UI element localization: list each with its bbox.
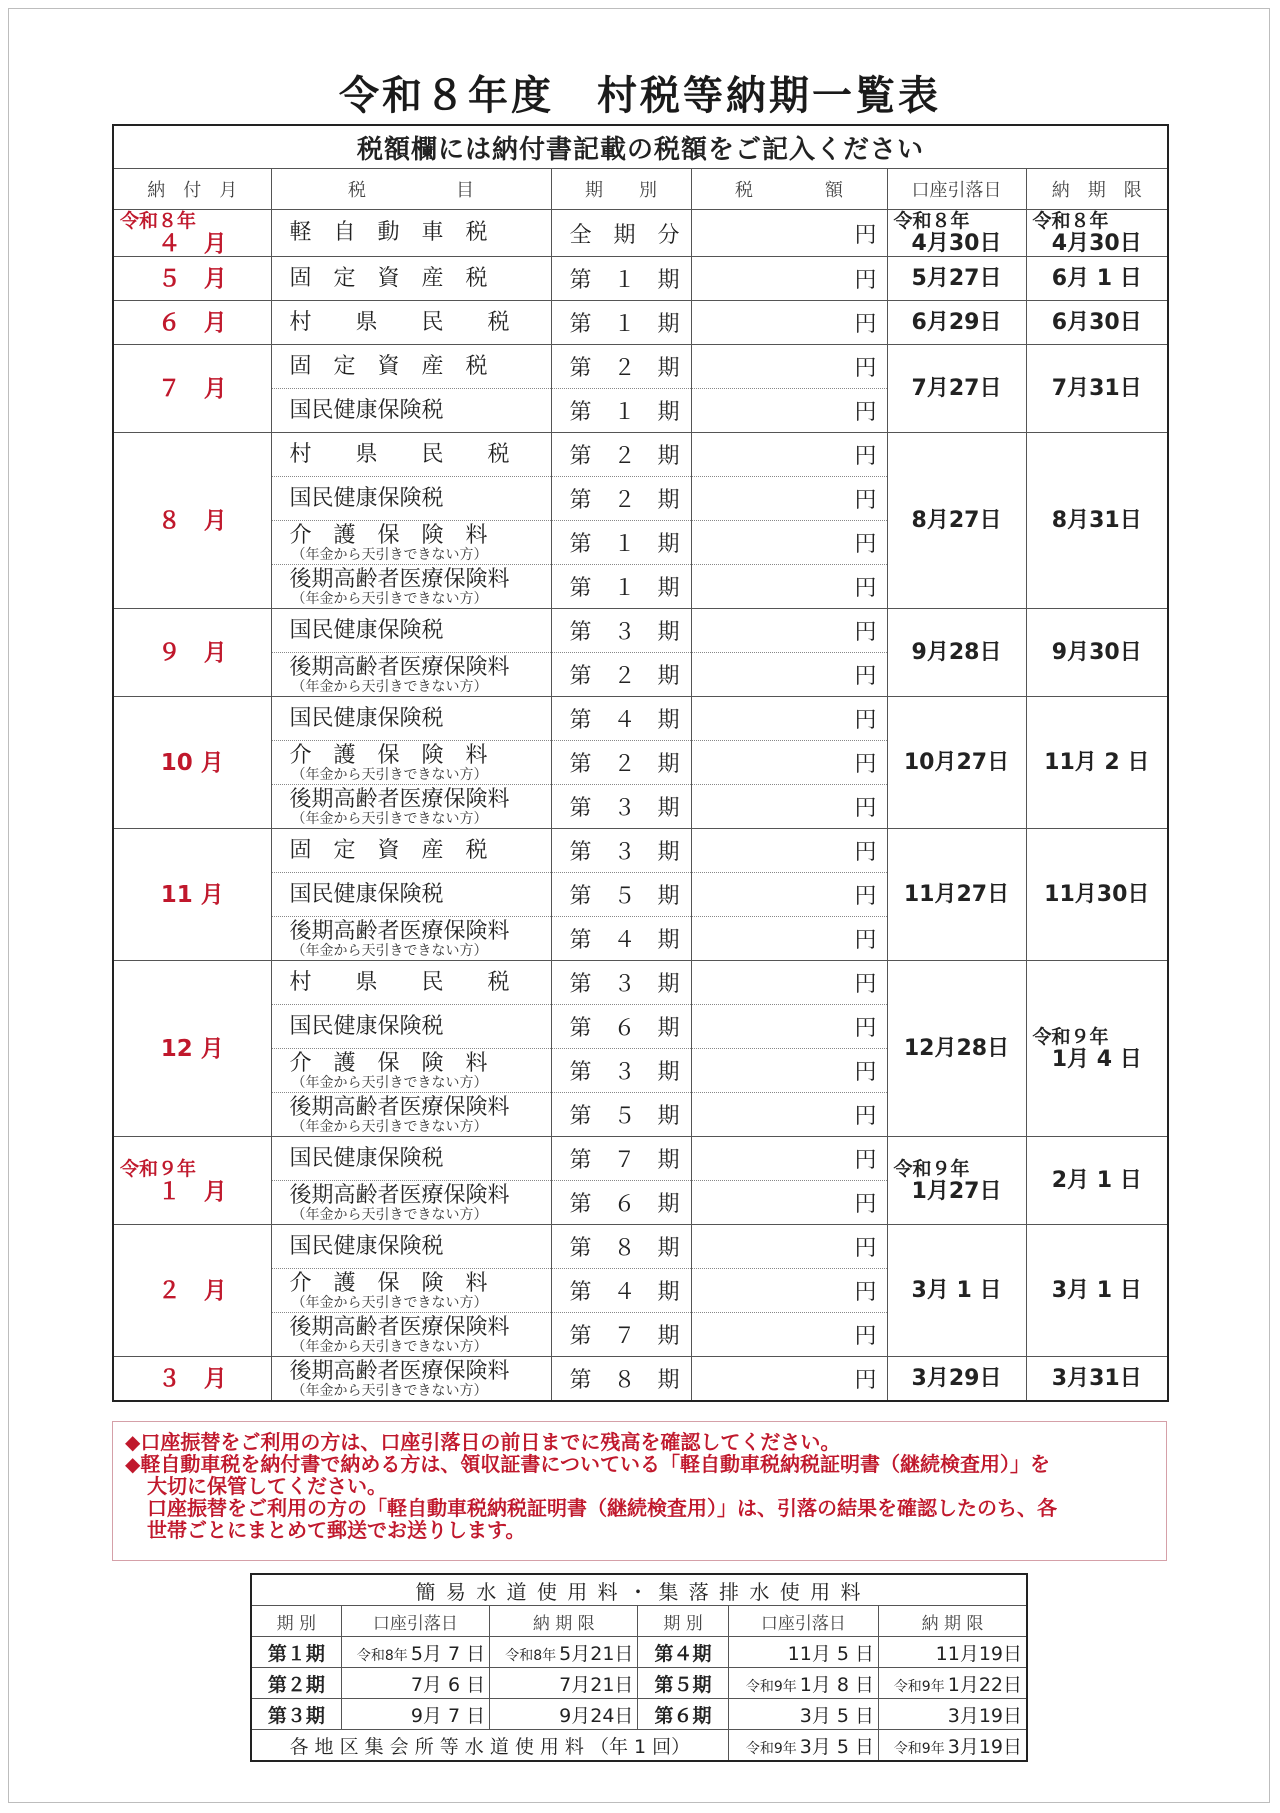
period-cell: 第 １ 期 [551,389,691,433]
period-cell: 第 ５ 期 [551,873,691,917]
water-withdraw [341,1637,489,1668]
month-cell [113,1137,271,1225]
water-period: 第６期 [638,1699,728,1730]
withdraw-date: 7月27日 [911,375,1002,401]
note-text: 口座振替をご利用の方の「軽自動車税納税証明書（継続検査用）」は、引落の結果を確認したのち、各 [147,1496,1057,1520]
withdraw-date-cell [887,257,1026,301]
month-label: 10 月 [160,749,224,776]
tax-item-cell [271,477,551,521]
amount-yen: 円 [691,1225,887,1269]
tax-note: （年金から天引きできない方） [291,1118,488,1135]
withdraw-date-cell [887,829,1026,961]
month-cell [113,1225,271,1357]
water-withdraw [728,1699,878,1730]
deadline-date: 2月 1 日 [1051,1167,1142,1193]
header-withdraw-date: 口座引落日 [887,169,1026,210]
water-footer-row [251,1730,1027,1762]
deadline-cell [1026,433,1168,609]
water-deadline [879,1637,1027,1668]
table-row [113,301,1168,345]
water-title: 簡 易 水 道 使 用 料 ・ 集 落 排 水 使 用 料 [251,1574,1027,1606]
withdraw-date-cell [887,301,1026,345]
table-row [113,697,1168,741]
withdraw-date: 9月28日 [911,639,1002,665]
deadline-date: 3月 1 日 [1051,1277,1142,1303]
tax-item-cell [271,1313,551,1357]
amount-yen: 円 [691,1137,887,1181]
tax-name: 村 県 民 税 [289,969,510,995]
withdraw-date-cell [887,609,1026,697]
deadline-date: 3月31日 [1051,1365,1142,1391]
tax-item-cell [271,301,551,345]
tax-name: 村 県 民 税 [289,441,510,467]
note-line [125,1519,1156,1541]
deadline-cell [1026,301,1168,345]
note-text: 大切に保管してください。 [147,1474,387,1498]
tax-name: 後期高齢者医療保険料 [289,1314,510,1340]
period-cell: 第 １ 期 [551,301,691,345]
deadline-cell [1026,697,1168,829]
withdraw-date: 3月29日 [911,1365,1002,1391]
deadline-date: 9月30日 [1051,639,1142,665]
water-withdraw-value: 9月 7 日 [410,1704,486,1727]
water-footer-deadline-era: 令和9年 [893,1740,945,1757]
tax-name: 国民健康保険税 [289,1145,444,1171]
water-footer-deadline-value: 3月19日 [947,1735,1022,1758]
amount-yen: 円 [691,345,887,389]
tax-item-cell [271,521,551,565]
month-label: ６ 月 [157,309,227,336]
table-row [113,609,1168,653]
withdraw-date-cell [887,697,1026,829]
note-line [125,1497,1156,1519]
deadline-date: 11月 2 日 [1044,749,1150,775]
withdraw-date-cell [887,1357,1026,1402]
note-text: 世帯ごとにまとめて郵送でお送りします。 [147,1518,526,1542]
tax-name: 後期高齢者医療保険料 [289,654,510,680]
month-cell [113,301,271,345]
amount-yen: 円 [691,1049,887,1093]
month-label: ９ 月 [157,639,227,666]
tax-item-cell [271,1181,551,1225]
period-cell: 第 ３ 期 [551,785,691,829]
note-line [125,1475,1156,1497]
period-cell: 第 ７ 期 [551,1137,691,1181]
deadline-cell [1026,1137,1168,1225]
note-line [125,1431,1156,1453]
table-row [113,1357,1168,1402]
tax-note: （年金から天引きできない方） [291,546,488,563]
tax-name: 国民健康保険税 [289,1013,444,1039]
amount-yen: 円 [691,1313,887,1357]
period-cell: 第 ３ 期 [551,1049,691,1093]
amount-yen: 円 [691,697,887,741]
deadline-date: 7月31日 [1051,375,1142,401]
tax-name: 後期高齢者医療保険料 [289,918,510,944]
water-withdraw [728,1637,878,1668]
withdraw-date: 11月27日 [903,881,1010,907]
water-withdraw [341,1699,489,1730]
amount-yen: 円 [691,389,887,433]
tax-item-cell [271,1005,551,1049]
withdraw-date-cell [887,210,1026,257]
tax-item-cell [271,697,551,741]
period-cell: 第 ２ 期 [551,433,691,477]
tax-item-cell [271,653,551,697]
tax-item-cell [271,345,551,389]
tax-item-cell [271,389,551,433]
tax-note: （年金から天引きできない方） [291,1338,488,1355]
month-era: 令和８年 [120,210,197,232]
tax-item-cell [271,565,551,609]
tax-item-cell [271,433,551,477]
tax-note: （年金から天引きできない方） [291,810,488,827]
tax-item-cell [271,210,551,257]
tax-note: （年金から天引きできない方） [291,1206,488,1223]
deadline-cell [1026,609,1168,697]
tax-name: 介 護 保 険 料 [289,1050,488,1076]
period-cell: 第 ２ 期 [551,741,691,785]
water-deadline-value: 11月19日 [935,1642,1022,1665]
tax-name: 後期高齢者医療保険料 [289,786,510,812]
amount-yen: 円 [691,433,887,477]
month-cell [113,345,271,433]
note-text: ◆軽自動車税を納付書で納める方は、領収証書についている「軽自動車税納税証明書（継続検査用）」を [125,1452,1050,1476]
water-withdraw [341,1668,489,1699]
water-footer-withdraw [728,1730,878,1762]
month-cell [113,433,271,609]
withdraw-date: 6月29日 [911,309,1002,335]
water-deadline-value: 1月22日 [947,1673,1022,1696]
tax-schedule-table [112,124,1169,1402]
notes-box [112,1421,1167,1561]
deadline-cell [1026,257,1168,301]
deadline-cell [1026,1225,1168,1357]
tax-name: 介 護 保 険 料 [289,522,488,548]
table-row [113,257,1168,301]
month-cell [113,961,271,1137]
deadline-date: 1月 4 日 [1051,1046,1142,1072]
tax-name: 国民健康保険税 [289,617,444,643]
deadline-date: 8月31日 [1051,507,1142,533]
water-header-deadline: 納 期 限 [879,1606,1027,1637]
table-caption: 税額欄には納付書記載の税額をご記入ください [113,125,1168,169]
water-footer-withdraw-era: 令和9年 [745,1740,797,1757]
period-cell: 第 ２ 期 [551,653,691,697]
tax-item-cell [271,1049,551,1093]
table-row [113,1225,1168,1269]
tax-name: 介 護 保 険 料 [289,742,488,768]
amount-yen: 円 [691,1269,887,1313]
month-label: 11 月 [160,881,224,908]
water-row [251,1637,1027,1668]
water-footer-deadline [879,1730,1027,1762]
amount-yen: 円 [691,653,887,697]
deadline-cell [1026,961,1168,1137]
period-cell: 第 ３ 期 [551,829,691,873]
month-label: ４ 月 [157,231,227,257]
month-era: 令和９年 [120,1157,197,1180]
tax-name: 後期高齢者医療保険料 [289,1094,510,1120]
tax-item-cell [271,785,551,829]
water-period: 第４期 [638,1637,728,1668]
water-withdraw-value: 3月 5 日 [799,1704,875,1727]
water-period: 第１期 [251,1637,341,1668]
tax-name: 介 護 保 険 料 [289,1270,488,1296]
month-label: ３ 月 [157,1365,227,1392]
tax-item-cell [271,257,551,301]
water-period: 第５期 [638,1668,728,1699]
tax-note: （年金から天引きできない方） [291,942,488,959]
period-cell: 第 １ 期 [551,521,691,565]
deadline-date: 6月 1 日 [1051,265,1142,291]
withdraw-era: 令和８年 [893,210,970,232]
month-cell [113,210,271,257]
withdraw-date-cell [887,345,1026,433]
water-deadline [490,1637,638,1668]
water-withdraw-era: 令和9年 [745,1678,797,1695]
withdraw-date-cell [887,961,1026,1137]
tax-item-cell [271,741,551,785]
deadline-date: 6月30日 [1051,309,1142,335]
month-label: ７ 月 [157,375,227,402]
tax-item-cell [271,609,551,653]
period-cell: 第 ２ 期 [551,477,691,521]
period-cell: 第 ８ 期 [551,1357,691,1402]
water-period: 第２期 [251,1668,341,1699]
water-period: 第３期 [251,1699,341,1730]
header-tax-item: 税 目 [271,169,551,210]
period-cell: 第 ３ 期 [551,961,691,1005]
water-deadline [490,1668,638,1699]
tax-item-cell [271,873,551,917]
amount-yen: 円 [691,785,887,829]
deadline-era: 令和９年 [1032,1025,1109,1048]
tax-name: 後期高齢者医療保険料 [289,566,510,592]
month-label: １ 月 [157,1178,227,1205]
deadline-date: 11月30日 [1044,881,1150,907]
tax-note: （年金から天引きできない方） [291,1294,488,1311]
withdraw-date-cell [887,1137,1026,1225]
month-cell [113,829,271,961]
withdraw-date: 3月 1 日 [911,1277,1002,1303]
amount-yen: 円 [691,1005,887,1049]
table-row [113,345,1168,389]
withdraw-era: 令和９年 [893,1157,970,1180]
water-header-withdraw: 口座引落日 [341,1606,489,1637]
amount-yen: 円 [691,609,887,653]
tax-name: 国民健康保険税 [289,881,444,907]
header-amount: 税 額 [691,169,887,210]
deadline-cell [1026,829,1168,961]
tax-item-cell [271,1225,551,1269]
withdraw-date: 1月27日 [911,1178,1002,1204]
table-row [113,1137,1168,1181]
tax-name: 国民健康保険税 [289,397,444,423]
amount-yen: 円 [691,477,887,521]
tax-item-cell [271,961,551,1005]
deadline-date: 4月30日 [1051,231,1142,256]
water-withdraw-value: 11月 5 日 [787,1642,875,1665]
month-label: ２ 月 [157,1277,227,1304]
month-cell [113,257,271,301]
tax-name: 固 定 資 産 税 [289,837,488,863]
period-cell: 第 １ 期 [551,257,691,301]
header-month: 納 付 月 [113,169,271,210]
month-cell [113,697,271,829]
water-deadline [490,1699,638,1730]
tax-item-cell [271,917,551,961]
period-cell: 第 ６ 期 [551,1005,691,1049]
amount-yen: 円 [691,565,887,609]
month-cell [113,609,271,697]
withdraw-date: 8月27日 [911,507,1002,533]
deadline-cell [1026,1357,1168,1402]
tax-name: 後期高齢者医療保険料 [289,1182,510,1208]
page-title: 令和８年度 村税等納期一覧表 [339,73,941,119]
water-deadline-value: 5月21日 [559,1642,634,1665]
period-cell: 第 ４ 期 [551,917,691,961]
amount-yen: 円 [691,1181,887,1225]
water-row [251,1668,1027,1699]
note-text: ◆口座振替をご利用の方は、口座引落日の前日までに残高を確認してください。 [125,1430,841,1454]
withdraw-date: 12月28日 [903,1035,1010,1061]
water-deadline-value: 9月24日 [559,1704,634,1727]
amount-yen: 円 [691,301,887,345]
tax-name: 国民健康保険税 [289,485,444,511]
deadline-era: 令和８年 [1032,210,1109,232]
table-row [113,961,1168,1005]
tax-name: 国民健康保険税 [289,705,444,731]
water-fee-table [250,1573,1028,1762]
amount-yen: 円 [691,917,887,961]
amount-yen: 円 [691,257,887,301]
amount-yen: 円 [691,741,887,785]
table-row [113,433,1168,477]
period-cell: 第 ３ 期 [551,609,691,653]
water-withdraw-value: 7月 6 日 [410,1673,486,1696]
period-cell: 全 期 分 [551,210,691,257]
month-cell [113,1357,271,1402]
water-header-deadline: 納 期 限 [490,1606,638,1637]
water-footer-label: 各 地 区 集 会 所 等 水 道 使 用 料 （年 1 回） [251,1730,728,1762]
tax-note: （年金から天引きできない方） [291,590,488,607]
tax-name: 固 定 資 産 税 [289,265,488,291]
deadline-cell [1026,345,1168,433]
month-label: 12 月 [160,1035,224,1062]
amount-yen: 円 [691,1357,887,1402]
amount-yen: 円 [691,1093,887,1137]
period-cell: 第 ４ 期 [551,1269,691,1313]
table-row [113,829,1168,873]
water-header-period: 期 別 [638,1606,728,1637]
tax-note: （年金から天引きできない方） [291,766,488,783]
month-label: ８ 月 [157,507,227,534]
amount-yen: 円 [691,829,887,873]
water-header-withdraw: 口座引落日 [728,1606,878,1637]
water-deadline-era: 令和8年 [505,1647,557,1664]
period-cell: 第 ６ 期 [551,1181,691,1225]
water-row [251,1699,1027,1730]
tax-note: （年金から天引きできない方） [291,678,488,695]
period-cell: 第 ８ 期 [551,1225,691,1269]
water-withdraw-value: 5月 7 日 [410,1642,486,1665]
amount-yen: 円 [691,961,887,1005]
header-deadline: 納 期 限 [1026,169,1168,210]
tax-item-cell [271,829,551,873]
withdraw-date-cell [887,433,1026,609]
water-deadline [879,1668,1027,1699]
tax-item-cell [271,1137,551,1181]
period-cell: 第 ２ 期 [551,345,691,389]
water-deadline-value: 3月19日 [947,1704,1022,1727]
period-cell: 第 ７ 期 [551,1313,691,1357]
withdraw-date: 5月27日 [911,265,1002,291]
water-deadline [879,1699,1027,1730]
water-deadline-value: 7月21日 [559,1673,634,1696]
header-period: 期 別 [551,169,691,210]
period-cell: 第 ５ 期 [551,1093,691,1137]
table-row [113,210,1168,257]
tax-item-cell [271,1093,551,1137]
period-cell: 第 １ 期 [551,565,691,609]
tax-item-cell [271,1269,551,1313]
period-cell: 第 ４ 期 [551,697,691,741]
deadline-cell [1026,210,1168,257]
month-label: ５ 月 [157,265,227,292]
tax-item-cell [271,1357,551,1402]
note-line [125,1453,1156,1475]
amount-yen: 円 [691,521,887,565]
water-withdraw-era: 令和8年 [356,1647,408,1664]
water-footer-withdraw-value: 3月 5 日 [799,1735,875,1758]
tax-name: 国民健康保険税 [289,1233,444,1259]
withdraw-date: 4月30日 [911,231,1002,256]
amount-yen: 円 [691,873,887,917]
water-withdraw-value: 1月 8 日 [799,1673,875,1696]
withdraw-date: 10月27日 [903,749,1010,775]
tax-name: 村 県 民 税 [289,309,510,335]
tax-name: 固 定 資 産 税 [289,353,488,379]
water-withdraw [728,1668,878,1699]
withdraw-date-cell [887,1225,1026,1357]
tax-note: （年金から天引きできない方） [291,1382,488,1399]
amount-yen: 円 [691,210,887,257]
water-deadline-era: 令和9年 [893,1678,945,1695]
water-header-period: 期 別 [251,1606,341,1637]
tax-name: 軽 自 動 車 税 [289,220,488,245]
tax-note: （年金から天引きできない方） [291,1074,488,1091]
tax-name: 後期高齢者医療保険料 [289,1358,510,1384]
